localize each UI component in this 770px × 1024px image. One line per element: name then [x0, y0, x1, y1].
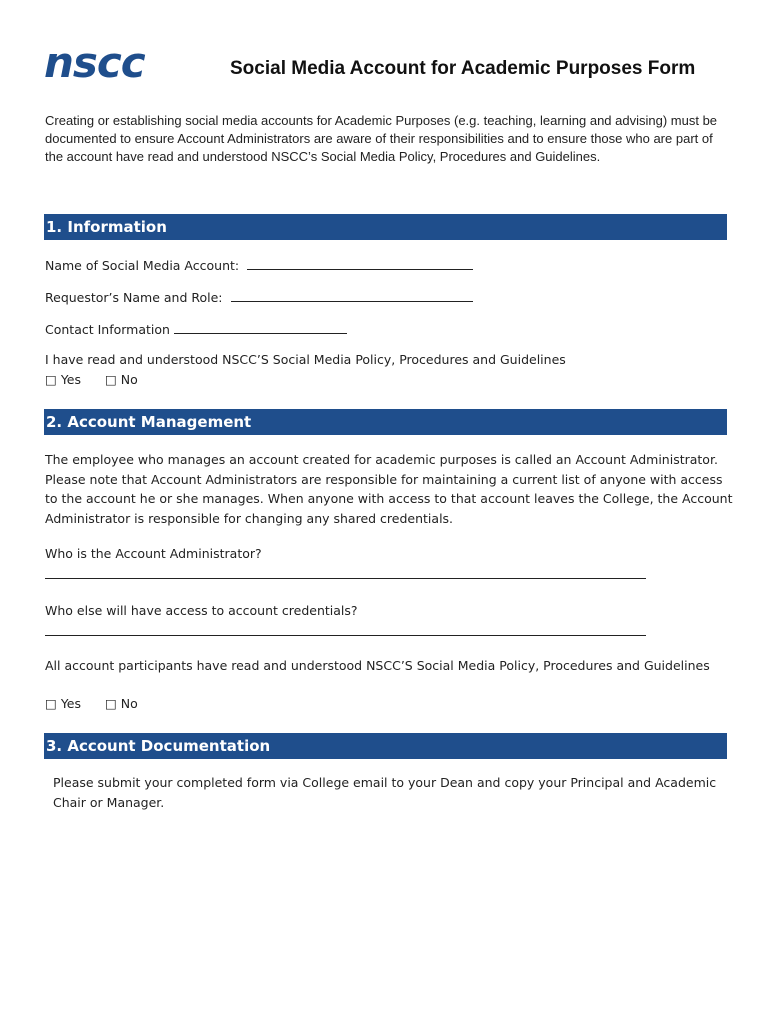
participants-question: All account participants have read and understood NSCC’S Social Media Policy, Procedures and Guidelines [45, 658, 710, 673]
nscc-logo: nscc [44, 38, 145, 87]
documentation-instructions: Please submit your completed form via College email to your Dean and copy your Principal and Academic Chair or Manager. [53, 775, 717, 810]
account-name-row [45, 257, 473, 273]
checkbox-icon: □ [45, 696, 57, 711]
access-question: Who else will have access to account credentials? [45, 603, 358, 618]
access-answer-field[interactable] [45, 635, 646, 636]
checkbox-icon: □ [104, 696, 117, 711]
account-management-description: The employee who manages an account created for academic purposes is called an Account Administrator. Please note that Account Administrators are responsible for maintaining a current list of anyone with access to the account he or she manages. When anyone with access to that account leaves the College, the Account Administrator is responsible for changing any shared credentials. [45, 452, 733, 526]
account-name-field[interactable] [247, 257, 473, 270]
checkbox-icon: □ [45, 372, 57, 387]
intro-paragraph: Creating or establishing social media accounts for Academic Purposes (e.g. teaching, learning and advising) must be documented to ensure Account Administrators are aware of their responsibilities and to ensure those who are part of the account have read and understood NSCC’s Social Media Policy, Procedures and Guidelines. [45, 113, 718, 164]
contact-label: Contact Information [45, 322, 170, 337]
account-name-label: Name of Social Media Account: [45, 258, 240, 273]
no-checkbox-2[interactable] [105, 696, 138, 711]
yes-checkbox-1[interactable] [45, 372, 81, 387]
policy-question-1: I have read and understood NSCC’S Social Media Policy, Procedures and Guidelines [45, 352, 566, 367]
section-information-header: 1. Information [44, 214, 727, 240]
yes-checkbox-2[interactable] [45, 696, 81, 711]
policy-options-2 [45, 696, 138, 711]
yes-label-2: Yes [60, 696, 81, 711]
no-label-2: No [120, 696, 138, 711]
requestor-label: Requestor’s Name and Role: [45, 290, 223, 305]
policy-options-1 [45, 372, 138, 387]
contact-row [45, 321, 347, 337]
checkbox-icon: □ [104, 372, 117, 387]
section-account-management-header: 2. Account Management [44, 409, 727, 435]
admin-question: Who is the Account Administrator? [45, 546, 262, 561]
contact-field[interactable] [174, 321, 347, 334]
requestor-row [45, 289, 473, 305]
yes-label-1: Yes [60, 372, 81, 387]
no-label-1: No [120, 372, 138, 387]
page-title: Social Media Account for Academic Purposes Form [230, 58, 696, 79]
requestor-field[interactable] [231, 289, 473, 302]
section-account-documentation-header: 3. Account Documentation [44, 733, 727, 759]
admin-answer-field[interactable] [45, 578, 646, 579]
no-checkbox-1[interactable] [105, 372, 138, 387]
